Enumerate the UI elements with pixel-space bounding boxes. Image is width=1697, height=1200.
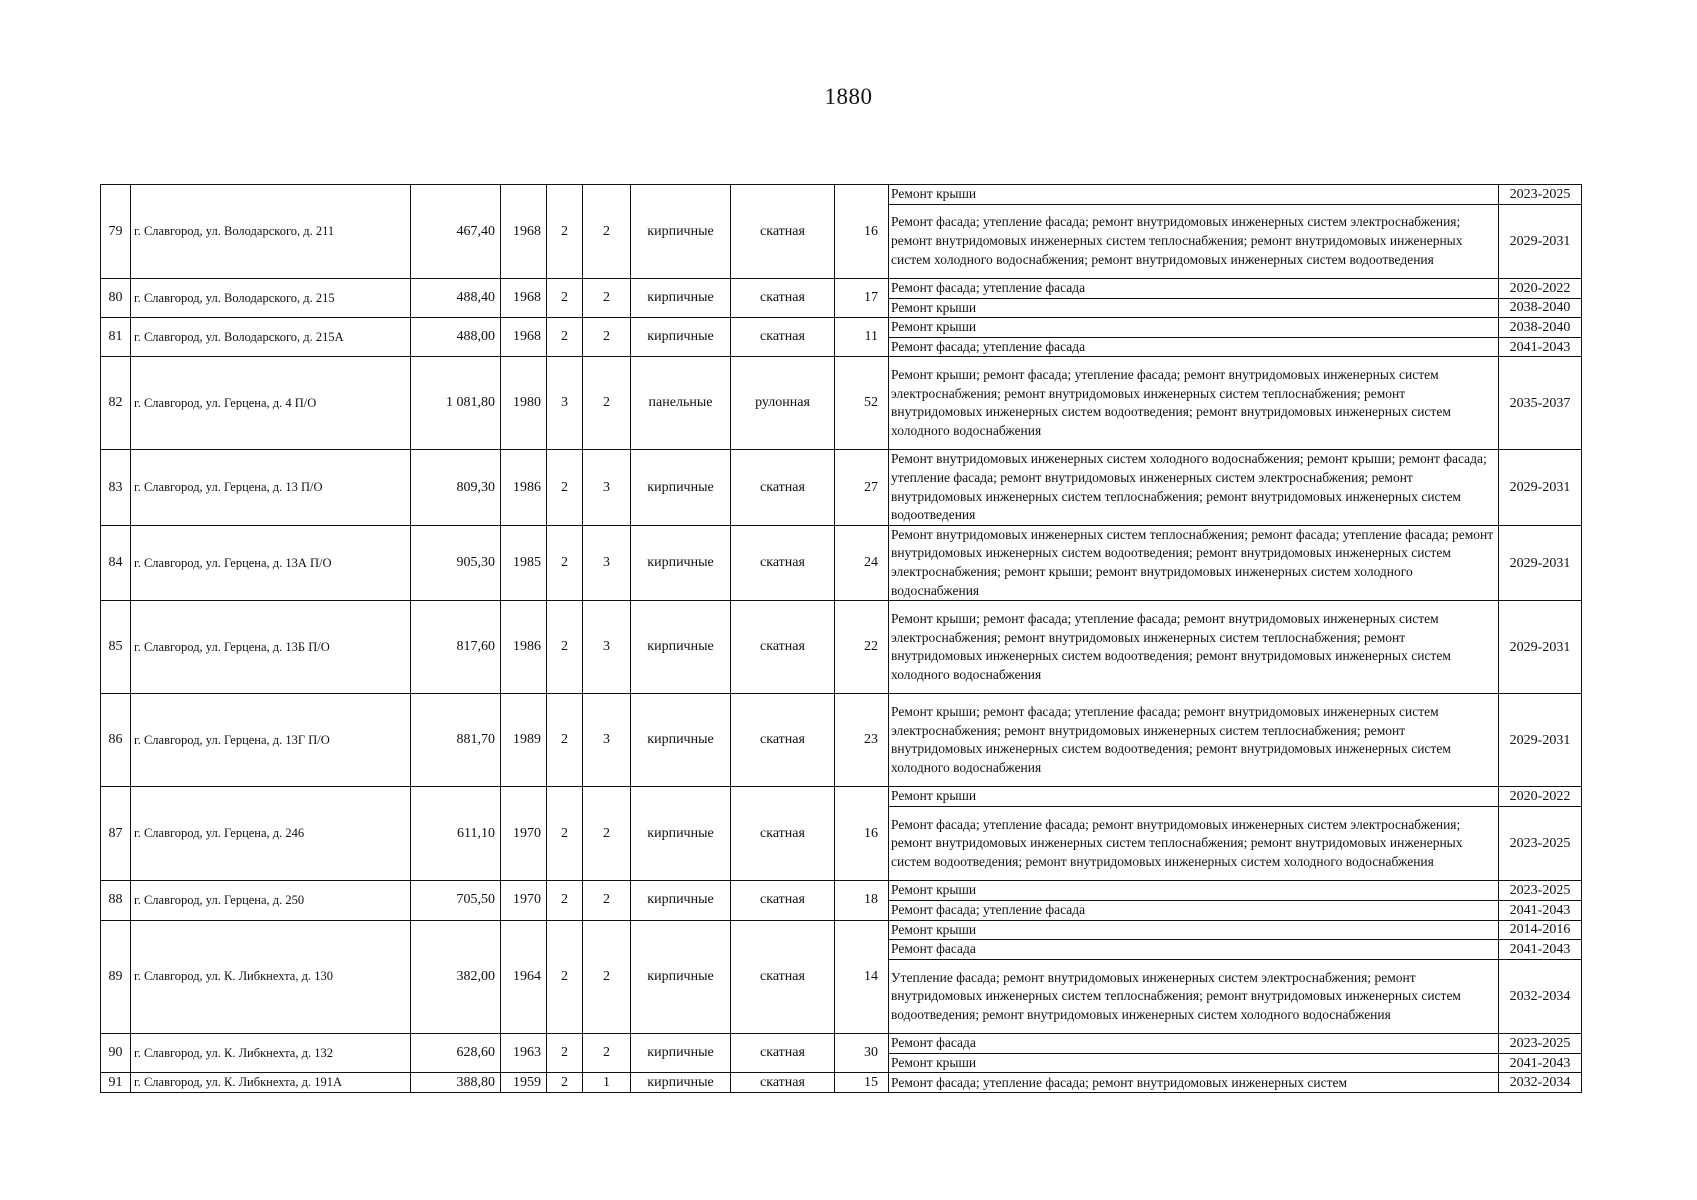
- entrances-count-cell: 2: [583, 279, 631, 318]
- floors-count-cell: 2: [547, 601, 583, 694]
- entrances-count-cell: 3: [583, 601, 631, 694]
- roof-type-cell: скатная: [731, 185, 835, 279]
- work-item: [889, 357, 1581, 449]
- floors-count-cell: 2: [547, 787, 583, 881]
- work-item: [889, 298, 1581, 317]
- works-cell: [889, 450, 1582, 525]
- entrances-count-cell: 2: [583, 357, 631, 450]
- work-item: [889, 450, 1581, 524]
- row-number-cell: 86: [101, 694, 131, 787]
- total-area-cell: 488,40: [411, 279, 501, 318]
- work-description: Ремонт фасада: [889, 940, 1499, 960]
- work-period: 2041-2043: [1499, 900, 1582, 919]
- work-item: [889, 204, 1581, 278]
- build-year-cell: 1986: [501, 601, 547, 694]
- address-cell: г. Славгород, ул. Володарского, д. 211: [131, 185, 411, 279]
- works-list: [889, 318, 1581, 356]
- apartments-count-cell: 27: [835, 450, 889, 525]
- works-list: [889, 185, 1581, 278]
- works-cell: [889, 920, 1582, 1034]
- work-description: Ремонт крыши; ремонт фасада; утепление фасада; ремонт внутридомовых инженерных систем электроснабжения; ремонт внутридомовых инженерных систем теплоснабжения; ремонт внутридомовых инженерных систем водоотведения; ремонт внутридомовых инженерных систем холодного водоснабжения: [891, 611, 1451, 682]
- works-list: [889, 921, 1581, 1034]
- work-period: 2029-2031: [1499, 204, 1582, 278]
- work-item: [889, 185, 1581, 204]
- buildings-table: [100, 184, 1582, 1093]
- wall-material-cell: кирпичные: [631, 525, 731, 600]
- table-row: [101, 1073, 1582, 1093]
- work-description: Ремонт внутридомовых инженерных систем холодного водоснабжения; ремонт крыши; ремонт фасада; утепление фасада; ремонт внутридомовых инженерных систем электроснабжения; ремонт внутридомовых инженерных систем теплоснабжения; ремонт внутридомовых инженерных систем водоотведения: [891, 451, 1487, 523]
- work-item: [889, 806, 1581, 880]
- wall-material-cell: кирпичные: [631, 787, 731, 881]
- row-number-cell: 83: [101, 450, 131, 525]
- work-period: 2029-2031: [1499, 526, 1582, 600]
- roof-type-cell: скатная: [731, 787, 835, 881]
- wall-material-cell: кирпичные: [631, 450, 731, 525]
- work-period: 2023-2025: [1499, 1034, 1582, 1053]
- wall-material-cell: кирпичные: [631, 694, 731, 787]
- works-list: [889, 450, 1581, 524]
- work-period: 2029-2031: [1499, 694, 1582, 786]
- wall-material-cell: кирпичные: [631, 920, 731, 1034]
- roof-type-cell: скатная: [731, 1073, 835, 1093]
- apartments-count-cell: 24: [835, 525, 889, 600]
- row-number-cell: 89: [101, 920, 131, 1034]
- work-description: Ремонт фасада; утепление фасада; ремонт внутридомовых инженерных систем электроснабжения; ремонт внутридомовых инженерных систем теплоснабжения; ремонт внутридомовых инженерных систем водоотведения; ремонт внутридомовых инженерных систем холодного водоснабжения: [889, 806, 1499, 880]
- table-row: [101, 694, 1582, 787]
- works-list: [889, 881, 1581, 919]
- work-period: 2020-2022: [1499, 279, 1582, 298]
- work-item: [889, 881, 1581, 900]
- work-description: Ремонт крыши: [889, 298, 1499, 317]
- entrances-count-cell: 2: [583, 1034, 631, 1073]
- apartments-count-cell: 52: [835, 357, 889, 450]
- wall-material-cell: кирпичные: [631, 279, 731, 318]
- apartments-count-cell: 23: [835, 694, 889, 787]
- roof-type-cell: скатная: [731, 694, 835, 787]
- floors-count-cell: 2: [547, 185, 583, 279]
- works-list: [889, 1073, 1581, 1092]
- work-item: [889, 694, 1581, 786]
- table-row: [101, 920, 1582, 1034]
- work-description: Ремонт крыши; ремонт фасада; утепление фасада; ремонт внутридомовых инженерных систем электроснабжения; ремонт внутридомовых инженерных систем теплоснабжения; ремонт внутридомовых инженерных систем водоотведения; ремонт внутридомовых инженерных систем холодного водоснабжения: [891, 704, 1451, 775]
- address-cell: г. Славгород, ул. К. Либкнехта, д. 132: [131, 1034, 411, 1073]
- row-number-cell: 88: [101, 881, 131, 920]
- work-description: Ремонт крыши: [891, 186, 977, 201]
- works-list: [889, 1034, 1581, 1072]
- entrances-count-cell: 3: [583, 450, 631, 525]
- table-row: [101, 450, 1582, 525]
- work-period: 2014-2016: [1499, 921, 1582, 940]
- entrances-count-cell: 3: [583, 525, 631, 600]
- table-row: [101, 279, 1582, 318]
- work-description: Ремонт крыши; ремонт фасада; утепление фасада; ремонт внутридомовых инженерных систем электроснабжения; ремонт внутридомовых инженерных систем теплоснабжения; ремонт внутридомовых инженерных систем водоотведения; ремонт внутридомовых инженерных систем холодного водоснабжения: [891, 367, 1451, 439]
- works-list: [889, 787, 1581, 880]
- work-period: 2041-2043: [1499, 337, 1582, 356]
- apartments-count-cell: 11: [835, 318, 889, 357]
- work-description: Ремонт крыши: [891, 319, 977, 335]
- work-period: 2038-2040: [1499, 318, 1582, 337]
- works-cell: [889, 357, 1582, 450]
- work-period: 2041-2043: [1499, 940, 1582, 960]
- total-area-cell: 705,50: [411, 881, 501, 920]
- address-cell: г. Славгород, ул. Володарского, д. 215: [131, 279, 411, 318]
- address-cell: г. Славгород, ул. К. Либкнехта, д. 130: [131, 920, 411, 1034]
- work-item: [889, 1034, 1581, 1053]
- work-description: Ремонт крыши: [891, 921, 977, 937]
- roof-type-cell: скатная: [731, 525, 835, 600]
- floors-count-cell: 2: [547, 318, 583, 357]
- total-area-cell: 809,30: [411, 450, 501, 525]
- entrances-count-cell: 2: [583, 185, 631, 279]
- work-item: [889, 921, 1581, 940]
- build-year-cell: 1980: [501, 357, 547, 450]
- work-item: [889, 959, 1581, 1033]
- entrances-count-cell: 2: [583, 881, 631, 920]
- work-item: [889, 940, 1581, 960]
- build-year-cell: 1986: [501, 450, 547, 525]
- work-period: 2038-2040: [1499, 298, 1582, 317]
- total-area-cell: 628,60: [411, 1034, 501, 1073]
- work-period: 2023-2025: [1499, 185, 1582, 204]
- works-cell: [889, 525, 1582, 600]
- apartments-count-cell: 22: [835, 601, 889, 694]
- row-number-cell: 87: [101, 787, 131, 881]
- table-row: [101, 881, 1582, 920]
- works-cell: [889, 318, 1582, 357]
- works-list: [889, 279, 1581, 317]
- build-year-cell: 1985: [501, 525, 547, 600]
- buildings-table-grid: [100, 184, 1582, 1093]
- total-area-cell: 388,80: [411, 1073, 501, 1093]
- entrances-count-cell: 1: [583, 1073, 631, 1093]
- address-cell: г. Славгород, ул. К. Либкнехта, д. 191А: [131, 1073, 411, 1093]
- floors-count-cell: 2: [547, 279, 583, 318]
- work-item: [889, 318, 1581, 337]
- floors-count-cell: 2: [547, 920, 583, 1034]
- roof-type-cell: скатная: [731, 318, 835, 357]
- wall-material-cell: кирпичные: [631, 318, 731, 357]
- wall-material-cell: кирпичные: [631, 1073, 731, 1093]
- apartments-count-cell: 15: [835, 1073, 889, 1093]
- work-item: [889, 337, 1581, 356]
- build-year-cell: 1968: [501, 318, 547, 357]
- work-description: Ремонт крыши: [891, 882, 977, 898]
- build-year-cell: 1959: [501, 1073, 547, 1093]
- work-description: Ремонт фасада; утепление фасада; ремонт внутридомовых инженерных систем электроснабжения; ремонт внутридомовых инженерных систем теплоснабжения; ремонт внутридомовых инженерных систем холодного водоснабжения; ремонт внутридомовых инженерных систем водоотведения: [889, 204, 1499, 278]
- work-item: [889, 279, 1581, 298]
- roof-type-cell: скатная: [731, 601, 835, 694]
- work-item: [889, 900, 1581, 919]
- total-area-cell: 905,30: [411, 525, 501, 600]
- apartments-count-cell: 18: [835, 881, 889, 920]
- works-cell: [889, 787, 1582, 881]
- work-period: 2032-2034: [1499, 1073, 1582, 1092]
- work-period: 2020-2022: [1499, 787, 1582, 806]
- floors-count-cell: 2: [547, 1073, 583, 1093]
- wall-material-cell: кирпичные: [631, 881, 731, 920]
- work-description: Ремонт фасада; утепление фасада: [891, 280, 1086, 296]
- apartments-count-cell: 17: [835, 279, 889, 318]
- works-cell: [889, 279, 1582, 318]
- work-period: 2029-2031: [1499, 450, 1582, 524]
- address-cell: г. Славгород, ул. Герцена, д. 250: [131, 881, 411, 920]
- row-number-cell: 81: [101, 318, 131, 357]
- work-description: Ремонт крыши: [891, 788, 977, 804]
- roof-type-cell: скатная: [731, 279, 835, 318]
- work-period: 2041-2043: [1499, 1053, 1582, 1072]
- total-area-cell: 1 081,80: [411, 357, 501, 450]
- roof-type-cell: рулонная: [731, 357, 835, 450]
- work-item: [889, 1073, 1581, 1092]
- row-number-cell: 80: [101, 279, 131, 318]
- wall-material-cell: кирпичные: [631, 1034, 731, 1073]
- row-number-cell: 90: [101, 1034, 131, 1073]
- row-number-cell: 85: [101, 601, 131, 694]
- apartments-count-cell: 14: [835, 920, 889, 1034]
- table-row: [101, 1034, 1582, 1073]
- work-item: [889, 787, 1581, 806]
- table-row: [101, 787, 1582, 881]
- total-area-cell: 817,60: [411, 601, 501, 694]
- address-cell: г. Славгород, ул. Герцена, д. 13Б П/О: [131, 601, 411, 694]
- build-year-cell: 1963: [501, 1034, 547, 1073]
- work-description: Ремонт фасада; утепление фасада; ремонт внутридомовых инженерных систем: [891, 1074, 1348, 1090]
- works-cell: [889, 694, 1582, 787]
- works-list: [889, 694, 1581, 786]
- table-row: [101, 185, 1582, 279]
- address-cell: г. Славгород, ул. Герцена, д. 13Г П/О: [131, 694, 411, 787]
- table-row: [101, 525, 1582, 600]
- build-year-cell: 1968: [501, 185, 547, 279]
- apartments-count-cell: 16: [835, 185, 889, 279]
- total-area-cell: 488,00: [411, 318, 501, 357]
- address-cell: г. Славгород, ул. Герцена, д. 4 П/О: [131, 357, 411, 450]
- address-cell: г. Славгород, ул. Володарского, д. 215А: [131, 318, 411, 357]
- works-list: [889, 526, 1581, 600]
- works-cell: [889, 1073, 1582, 1093]
- floors-count-cell: 2: [547, 881, 583, 920]
- work-item: [889, 601, 1581, 693]
- wall-material-cell: кирпичные: [631, 185, 731, 279]
- work-period: 2023-2025: [1499, 881, 1582, 900]
- works-list: [889, 357, 1581, 449]
- total-area-cell: 467,40: [411, 185, 501, 279]
- roof-type-cell: скатная: [731, 1034, 835, 1073]
- row-number-cell: 79: [101, 185, 131, 279]
- work-period: 2023-2025: [1499, 806, 1582, 880]
- table-row: [101, 318, 1582, 357]
- work-period: 2035-2037: [1499, 357, 1582, 449]
- floors-count-cell: 2: [547, 694, 583, 787]
- roof-type-cell: скатная: [731, 450, 835, 525]
- roof-type-cell: скатная: [731, 920, 835, 1034]
- build-year-cell: 1964: [501, 920, 547, 1034]
- work-item: [889, 1053, 1581, 1072]
- wall-material-cell: панельные: [631, 357, 731, 450]
- roof-type-cell: скатная: [731, 881, 835, 920]
- apartments-count-cell: 16: [835, 787, 889, 881]
- row-number-cell: 91: [101, 1073, 131, 1093]
- total-area-cell: 881,70: [411, 694, 501, 787]
- address-cell: г. Славгород, ул. Герцена, д. 13А П/О: [131, 525, 411, 600]
- works-cell: [889, 1034, 1582, 1073]
- entrances-count-cell: 2: [583, 318, 631, 357]
- build-year-cell: 1970: [501, 787, 547, 881]
- wall-material-cell: кирпичные: [631, 601, 731, 694]
- work-description: Ремонт крыши: [889, 1053, 1499, 1072]
- work-description: Ремонт фасада; утепление фасада: [889, 337, 1499, 356]
- apartments-count-cell: 30: [835, 1034, 889, 1073]
- table-row: [101, 357, 1582, 450]
- table-row: [101, 601, 1582, 694]
- work-description: Утепление фасада; ремонт внутридомовых инженерных систем электроснабжения; ремонт внутридомовых инженерных систем теплоснабжения; ремонт внутридомовых инженерных систем водоотведения; ремонт внутридомовых инженерных систем холодного водоснабжения: [889, 959, 1499, 1033]
- row-number-cell: 82: [101, 357, 131, 450]
- floors-count-cell: 2: [547, 450, 583, 525]
- floors-count-cell: 2: [547, 525, 583, 600]
- total-area-cell: 382,00: [411, 920, 501, 1034]
- work-item: [889, 526, 1581, 600]
- work-period: 2029-2031: [1499, 601, 1582, 693]
- work-description: Ремонт внутридомовых инженерных систем теплоснабжения; ремонт фасада; утепление фасада; ремонт внутридомовых инженерных систем водоотведения; ремонт внутридомовых инженерных систем электроснабжения; ремонт крыши; ремонт внутридомовых инженерных систем холодного водоснабжения: [891, 526, 1494, 598]
- address-cell: г. Славгород, ул. Герцена, д. 13 П/О: [131, 450, 411, 525]
- entrances-count-cell: 3: [583, 694, 631, 787]
- work-period: 2032-2034: [1499, 959, 1582, 1033]
- works-list: [889, 601, 1581, 693]
- build-year-cell: 1989: [501, 694, 547, 787]
- page-number: 1880: [824, 84, 873, 109]
- build-year-cell: 1970: [501, 881, 547, 920]
- entrances-count-cell: 2: [583, 787, 631, 881]
- works-cell: [889, 601, 1582, 694]
- work-description: Ремонт фасада; утепление фасада: [889, 900, 1499, 919]
- floors-count-cell: 2: [547, 1034, 583, 1073]
- works-cell: [889, 881, 1582, 920]
- row-number-cell: 84: [101, 525, 131, 600]
- works-cell: [889, 185, 1582, 279]
- build-year-cell: 1968: [501, 279, 547, 318]
- total-area-cell: 611,10: [411, 787, 501, 881]
- work-description: Ремонт фасада: [891, 1035, 976, 1051]
- floors-count-cell: 3: [547, 357, 583, 450]
- entrances-count-cell: 2: [583, 920, 631, 1034]
- address-cell: г. Славгород, ул. Герцена, д. 246: [131, 787, 411, 881]
